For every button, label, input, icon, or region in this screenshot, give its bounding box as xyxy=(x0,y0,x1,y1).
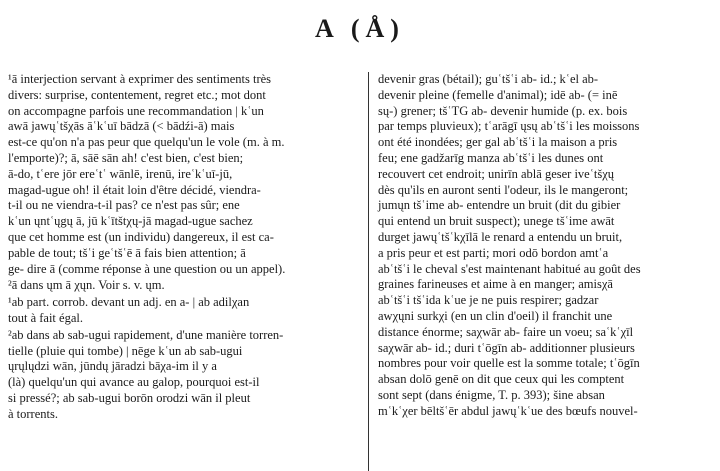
dictionary-entry xyxy=(6,278,360,294)
entry-line: par temps pluvieux); tʿarāgī ųsų abʿtšʿi les moissons xyxy=(378,119,640,134)
dictionary-entry xyxy=(378,72,712,420)
entry-line: saχwār ab- id.; duri tʿōgīn ab- additionner plusieurs xyxy=(378,340,635,355)
entry-line: ge- dire ā (comme réponse à une question ou un appel). xyxy=(8,261,286,276)
page-title: A (Å) xyxy=(315,14,405,43)
entry-line: recouvert cet endroit; unirīn ablā geser iveʿtšχų xyxy=(378,166,615,181)
entry-line: tout à fait égal. xyxy=(8,310,83,325)
entry-line: à torrents. xyxy=(8,406,58,421)
entry-line: ¹ā interjection servant à exprimer des sentiments très xyxy=(8,72,272,86)
entry-line: ųrųlųdzi wān, jūndų jāradzi bāχa-im il y a xyxy=(8,359,217,374)
entry-line: est-ce qu'on n'a pas peur que quelqu'un le vole (m. à m. xyxy=(8,135,285,150)
entry-line: ont été inondées; ger gal abʿtšʿi la maison a pris xyxy=(378,135,618,150)
entry-line: ²ā dans ųm ā χųn. Voir s. v. ųm. xyxy=(8,278,165,293)
entry-line: awā jawųʿtšχās āʿkʿuī bādzā (< bādźi-ā) mais xyxy=(8,119,235,134)
entry-line: que cet homme est (un individu) dangereux, il est ca- xyxy=(8,229,274,244)
column-divider xyxy=(368,72,369,471)
entry-line: sų-) grener; tšʿTG ab- devenir humide (p. ex. bois xyxy=(378,103,628,118)
left-column xyxy=(6,72,360,471)
entry-line: divers: surprise, contentement, regret etc.; mot dont xyxy=(8,87,266,102)
entry-line: tielle (pluie qui tombe) | nēge kʿun ab sab-ugui xyxy=(8,343,243,358)
entry-line: distance énorme; saχwār ab- faire un voeu; saʿkʿχīl xyxy=(378,324,634,339)
entry-line: l'emporte)?; ā, sāē sān ah! c'est bien, c'est bien; xyxy=(8,150,244,165)
entry-line: abʿtšʿi tšʿida kʿue je ne puis respirer; gadzar xyxy=(378,293,599,308)
dictionary-entry xyxy=(6,295,360,327)
entry-line: feu; ene gadžarīg manza abʿtšʿi les dunes ont xyxy=(378,150,604,165)
entry-line: (là) quelqu'un qui avance au galop, pourquoi est-il xyxy=(8,375,260,390)
entry-line: absan dolō genē on dit que ceux qui les comptent xyxy=(378,372,625,387)
dictionary-entry xyxy=(6,72,360,277)
entry-line: ²ab dans ab sab-ugui rapidement, d'une manière torren- xyxy=(8,327,284,342)
entry-line: si pressé?; ab sab-ugui borōn orodzi wān il pleut xyxy=(8,390,251,405)
entry-line: awχųni surkχi (en un clin d'oeil) il franchit une xyxy=(378,308,613,323)
entry-line: a pris peur et est parti; mori odō bordon amtʿa xyxy=(378,245,609,260)
entry-line: magad-ugue oh! il était loin d'être décidé, viendra- xyxy=(8,182,261,197)
entry-line: qui entend un bruit suspect); unege tšʿime awāt xyxy=(378,214,615,229)
entry-line: jumųn tšʿime ab- entendre un bruit (dit du gibier xyxy=(378,198,621,213)
entry-line: nombres pour voir quelle est la somme totale; tʿōgīn xyxy=(378,356,640,371)
entry-line: kʿun ųntʿųgų ā, jū kʿītštχų-jā magad-ugue sachez xyxy=(8,214,253,229)
entry-line: devenir gras (bétail); guʿtšʿi ab- id.; kʿel ab- xyxy=(378,72,599,86)
entry-line: mʿkʿχer bēltšʿēr abdul jawųʿkʿue des bœufs nouvel- xyxy=(378,403,638,418)
entry-line: devenir pleine (femelle d'animal); idē ab- (= inē xyxy=(378,87,618,102)
entry-line: ā-do, tʿere jōr ereʿtʿ wānlē, irenū, ireʿkʿuī-jū, xyxy=(8,166,233,181)
entry-line: t-il ou ne viendra-t-il pas? ce n'est pas sûr; ene xyxy=(8,198,240,213)
entry-line: on accompagne parfois une recommandation | kʿun xyxy=(8,103,264,118)
entry-line: dès qu'ils en auront senti l'odeur, ils le mangeront; xyxy=(378,182,629,197)
entry-line: sont sept (dans énigme, T. p. 393); šine absan xyxy=(378,387,605,402)
entry-line: graines farineuses et aime à en manger; amisχā xyxy=(378,277,613,292)
entry-line: ¹ab part. corrob. devant un adj. en a- | ab adilχan xyxy=(8,295,250,310)
entry-line: durget jawųʿtšʿkχīlā le renard a entendu un bruit, xyxy=(378,229,623,244)
right-column xyxy=(378,72,712,471)
entry-line: pable de tout; tšʿi geʿtšʿē ā fais bien attention; ā xyxy=(8,245,246,260)
dictionary-entry xyxy=(6,328,360,423)
entry-line: abʿtšʿi le cheval s'est maintenant habitué au goût des xyxy=(378,261,641,276)
